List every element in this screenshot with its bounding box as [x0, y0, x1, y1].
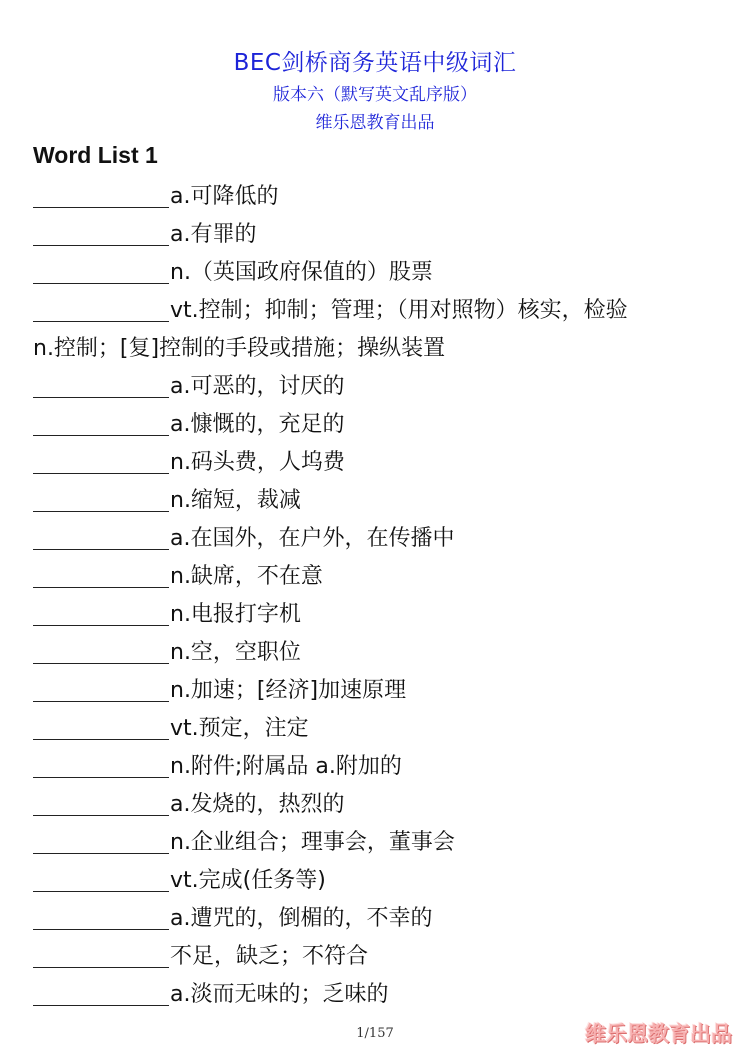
vocabulary-entry: [33, 935, 733, 973]
answer-blank[interactable]: [33, 789, 169, 816]
definition-text: n.码头费，人坞费: [170, 449, 345, 475]
definition-text: n.加速；[经济]加速原理: [170, 677, 407, 703]
vocabulary-entry: [33, 175, 733, 213]
vocabulary-entry: [33, 973, 733, 1011]
definition-text: a.发烧的，热烈的: [170, 791, 345, 817]
definition-text: n.（英国政府保值的）股票: [170, 259, 433, 285]
definition-text: a.可恶的，讨厌的: [170, 373, 345, 399]
vocabulary-list: [33, 175, 733, 1011]
vocabulary-entry: [33, 783, 733, 821]
answer-blank[interactable]: [33, 827, 169, 854]
answer-blank[interactable]: [33, 485, 169, 512]
vocabulary-entry: [33, 897, 733, 935]
definition-text: a.在国外，在户外，在传播中: [170, 525, 455, 551]
answer-blank[interactable]: [33, 257, 169, 284]
answer-blank[interactable]: [33, 713, 169, 740]
definition-text: a.可降低的: [170, 183, 279, 209]
vocabulary-entry: [33, 289, 733, 327]
definition-text: vt.控制；抑制；管理；（用对照物）核实，检验: [170, 297, 628, 323]
vocabulary-entry: [33, 517, 733, 555]
vocabulary-entry: [33, 327, 733, 365]
answer-blank[interactable]: [33, 903, 169, 930]
vocabulary-entry: [33, 403, 733, 441]
word-list-heading: Word List 1: [33, 142, 158, 168]
definition-text: vt.预定，注定: [170, 715, 309, 741]
definition-text: a.淡而无味的；乏味的: [170, 981, 389, 1007]
definition-text: a.慷慨的，充足的: [170, 411, 345, 437]
definition-text: a.遭咒的，倒楣的，不幸的: [170, 905, 433, 931]
answer-blank[interactable]: [33, 295, 169, 322]
answer-blank[interactable]: [33, 979, 169, 1006]
definition-text: n.电报打字机: [170, 601, 301, 627]
vocabulary-entry: [33, 859, 733, 897]
answer-blank[interactable]: [33, 941, 169, 968]
vocabulary-entry: [33, 631, 733, 669]
answer-blank[interactable]: [33, 675, 169, 702]
definition-text: n.缺席，不在意: [170, 563, 323, 589]
definition-text: a.有罪的: [170, 221, 257, 247]
answer-blank[interactable]: [33, 371, 169, 398]
publisher-line: 维乐恩教育出品: [315, 113, 435, 133]
publisher-watermark: 维乐恩教育出品: [585, 1022, 732, 1046]
vocabulary-entry: [33, 213, 733, 251]
answer-blank[interactable]: [33, 561, 169, 588]
answer-blank[interactable]: [33, 409, 169, 436]
document-title: BEC剑桥商务英语中级词汇: [233, 50, 517, 76]
answer-blank[interactable]: [33, 865, 169, 892]
answer-blank[interactable]: [33, 637, 169, 664]
vocabulary-entry: [33, 479, 733, 517]
definition-text: 不足，缺乏；不符合: [170, 943, 369, 969]
vocabulary-entry: [33, 745, 733, 783]
answer-blank[interactable]: [33, 523, 169, 550]
definition-text: n.空，空职位: [170, 639, 301, 665]
vocabulary-entry: [33, 821, 733, 859]
answer-blank[interactable]: [33, 599, 169, 626]
vocabulary-entry: [33, 707, 733, 745]
vocabulary-entry: [33, 441, 733, 479]
answer-blank[interactable]: [33, 219, 169, 246]
page-number: 1/157: [356, 1026, 394, 1041]
definition-text: n.企业组合；理事会，董事会: [170, 829, 455, 855]
definition-text: vt.完成(任务等): [170, 867, 326, 893]
document-subtitle: 版本六（默写英文乱序版）: [273, 85, 477, 105]
answer-blank[interactable]: [33, 181, 169, 208]
vocabulary-entry: [33, 251, 733, 289]
definition-text: n.控制；[复]控制的手段或措施；操纵装置: [33, 335, 446, 361]
definition-text: n.缩短，裁减: [170, 487, 301, 513]
answer-blank[interactable]: [33, 447, 169, 474]
answer-blank[interactable]: [33, 751, 169, 778]
vocabulary-entry: [33, 555, 733, 593]
vocabulary-entry: [33, 593, 733, 631]
definition-text: n.附件;附属品 a.附加的: [170, 753, 402, 779]
vocabulary-entry: [33, 365, 733, 403]
vocabulary-entry: [33, 669, 733, 707]
